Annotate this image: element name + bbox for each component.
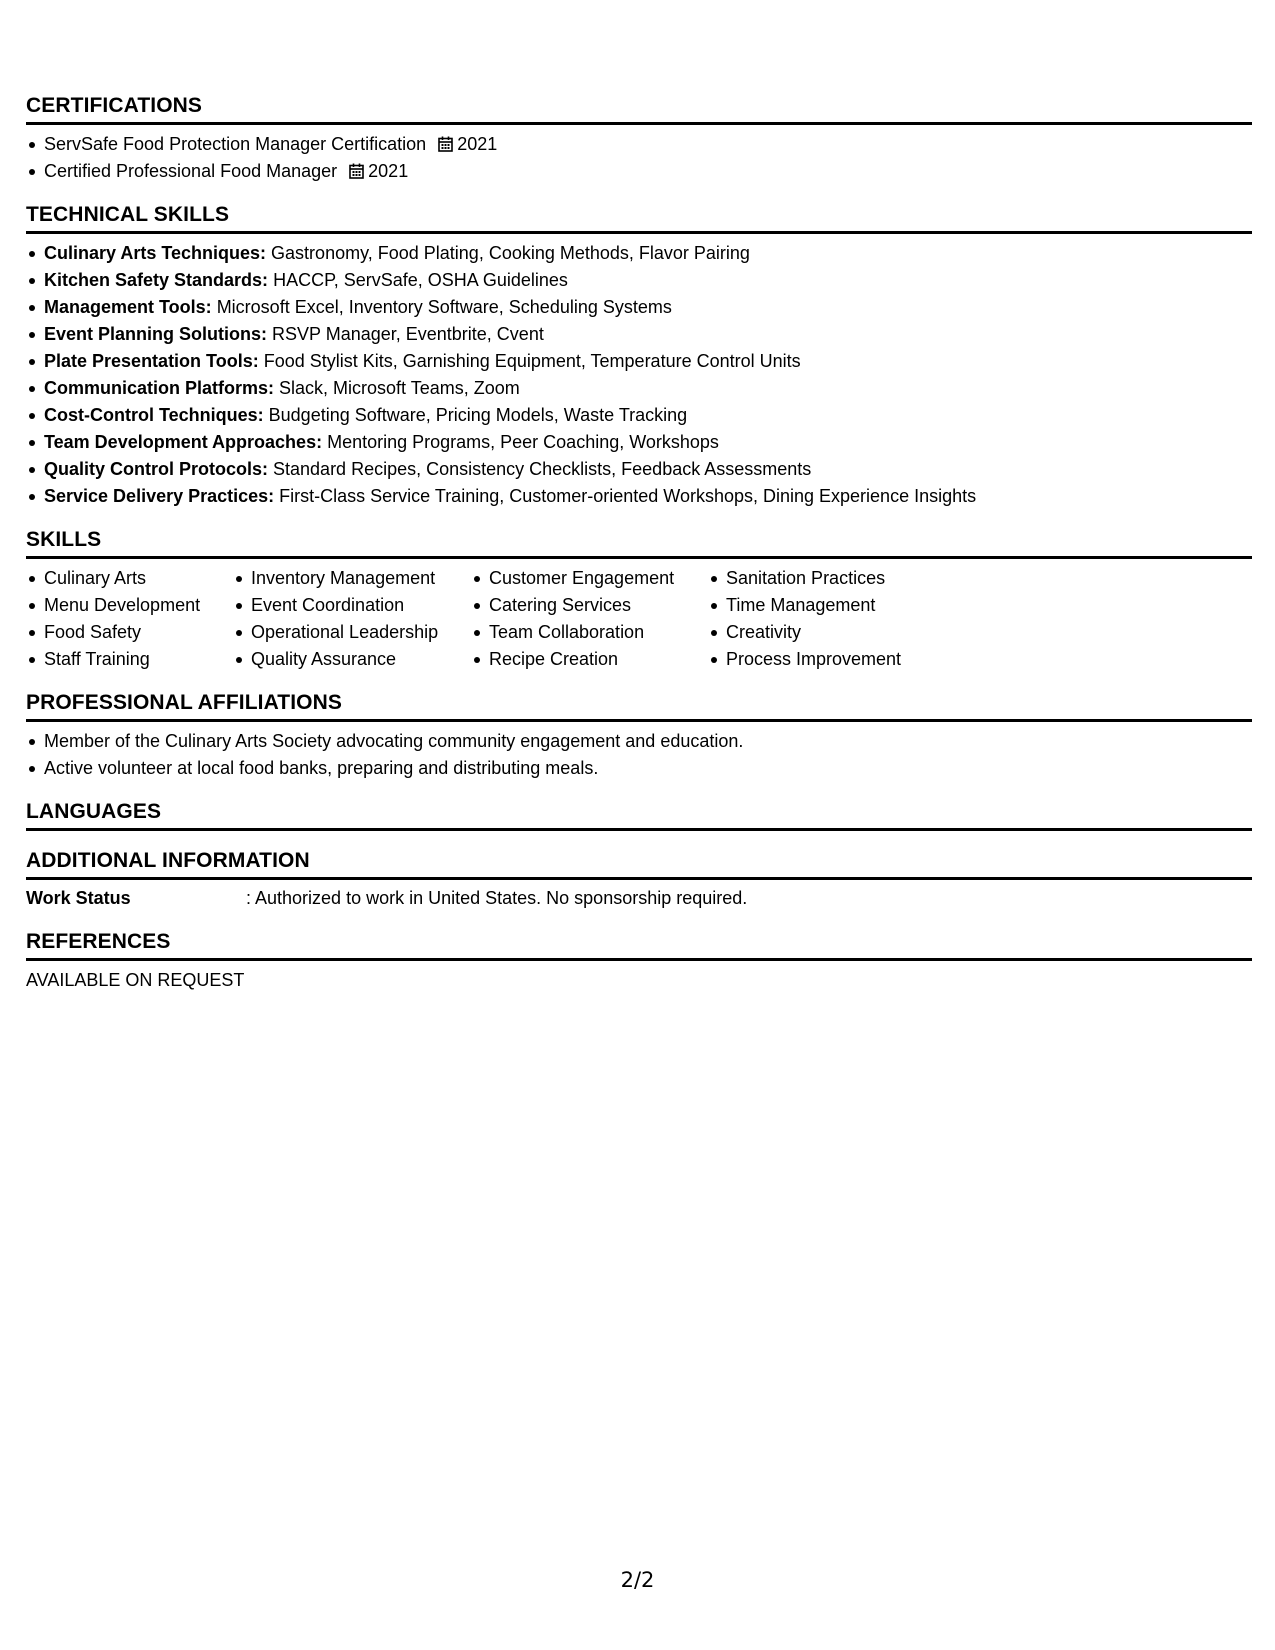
technical-skill-item [26,402,1252,429]
skill-item: Culinary Arts [26,565,233,592]
technical-skill-item [26,348,1252,375]
skill-item: Time Management [708,592,948,619]
technical-skill-item [26,456,1252,483]
technical-skill-value: First-Class Service Training, Customer-oriented Workshops, Dining Experience Insights [274,486,977,506]
affiliation-item: Member of the Culinary Arts Society advocating community engagement and education. [26,728,1252,755]
references-section [26,924,1252,994]
skill-item: Staff Training [26,646,233,673]
technical-skill-value: RSVP Manager, Eventbrite, Cvent [267,324,544,344]
skill-item: Recipe Creation [471,646,708,673]
calendar-icon [349,163,364,179]
technical-skill-value: Slack, Microsoft Teams, Zoom [274,378,520,398]
technical-skill-value: HACCP, ServSafe, OSHA Guidelines [268,270,568,290]
technical-skill-value: Microsoft Excel, Inventory Software, Scheduling Systems [211,297,672,317]
skills-column [471,565,708,673]
section-title-languages: LANGUAGES [26,794,1252,831]
affiliation-item: Active volunteer at local food banks, preparing and distributing meals. [26,755,1252,782]
skill-item: Inventory Management [233,565,471,592]
technical-skill-label: Cost-Control Techniques: [44,405,264,425]
skill-item: Customer Engagement [471,565,708,592]
skill-item: Catering Services [471,592,708,619]
skill-item: Menu Development [26,592,233,619]
technical-skill-label: Plate Presentation Tools: [44,351,259,371]
technical-skill-label: Communication Platforms: [44,378,275,398]
technical-skill-label: Culinary Arts Techniques: [44,243,267,263]
languages-section [26,794,1252,831]
affiliations-list [26,728,1252,782]
resume-page [26,88,1252,1006]
technical-skill-item [26,294,1252,321]
technical-skill-item [26,321,1252,348]
skill-item: Process Improvement [708,646,948,673]
affiliations-section [26,685,1252,782]
calendar-icon [438,136,453,152]
section-title-additional-info: ADDITIONAL INFORMATION [26,843,1252,880]
work-status-value: : Authorized to work in United States. No sponsorship required. [246,888,748,908]
skills-grid [26,565,1252,673]
certification-name: Certified Professional Food Manager [44,161,338,181]
technical-skill-label: Event Planning Solutions: [44,324,268,344]
skill-item: Event Coordination [233,592,471,619]
section-title-technical-skills: TECHNICAL SKILLS [26,197,1252,234]
technical-skill-item [26,240,1252,267]
technical-skills-list [26,240,1252,510]
section-title-affiliations: PROFESSIONAL AFFILIATIONS [26,685,1252,722]
certification-year: 2021 [368,161,409,181]
work-status-row [26,885,1252,912]
technical-skill-value: Budgeting Software, Pricing Models, Waste Tracking [263,405,688,425]
technical-skills-section [26,197,1252,510]
technical-skill-value: Gastronomy, Food Plating, Cooking Methods, Flavor Pairing [266,243,750,263]
section-title-references: REFERENCES [26,924,1252,961]
skill-item: Food Safety [26,619,233,646]
additional-info-section [26,843,1252,912]
section-title-skills: SKILLS [26,522,1252,559]
work-status-label: Work Status [26,888,131,908]
technical-skill-item [26,375,1252,402]
section-title-certifications: CERTIFICATIONS [26,88,1252,125]
skill-item: Quality Assurance [233,646,471,673]
technical-skill-item [26,429,1252,456]
certifications-list [26,131,1252,185]
technical-skill-label: Management Tools: [44,297,212,317]
technical-skill-label: Service Delivery Practices: [44,486,275,506]
certification-year: 2021 [457,134,498,154]
page-number: 2/2 [620,1568,655,1592]
certification-item [26,131,1252,158]
certification-item [26,158,1252,185]
technical-skill-value: Mentoring Programs, Peer Coaching, Workshops [322,432,719,452]
skill-item: Sanitation Practices [708,565,948,592]
technical-skill-label: Team Development Approaches: [44,432,323,452]
technical-skill-value: Standard Recipes, Consistency Checklists, Feedback Assessments [268,459,812,479]
certifications-section [26,88,1252,185]
skills-section [26,522,1252,673]
skills-column [708,565,948,673]
skills-column [26,565,233,673]
references-text: AVAILABLE ON REQUEST [26,970,245,990]
skill-item: Team Collaboration [471,619,708,646]
technical-skill-label: Quality Control Protocols: [44,459,269,479]
technical-skill-item [26,483,1252,510]
technical-skill-label: Kitchen Safety Standards: [44,270,269,290]
skill-item: Creativity [708,619,948,646]
skill-item: Operational Leadership [233,619,471,646]
technical-skill-value: Food Stylist Kits, Garnishing Equipment, Temperature Control Units [258,351,801,371]
technical-skill-item [26,267,1252,294]
skills-column [233,565,471,673]
certification-name: ServSafe Food Protection Manager Certification [44,134,427,154]
